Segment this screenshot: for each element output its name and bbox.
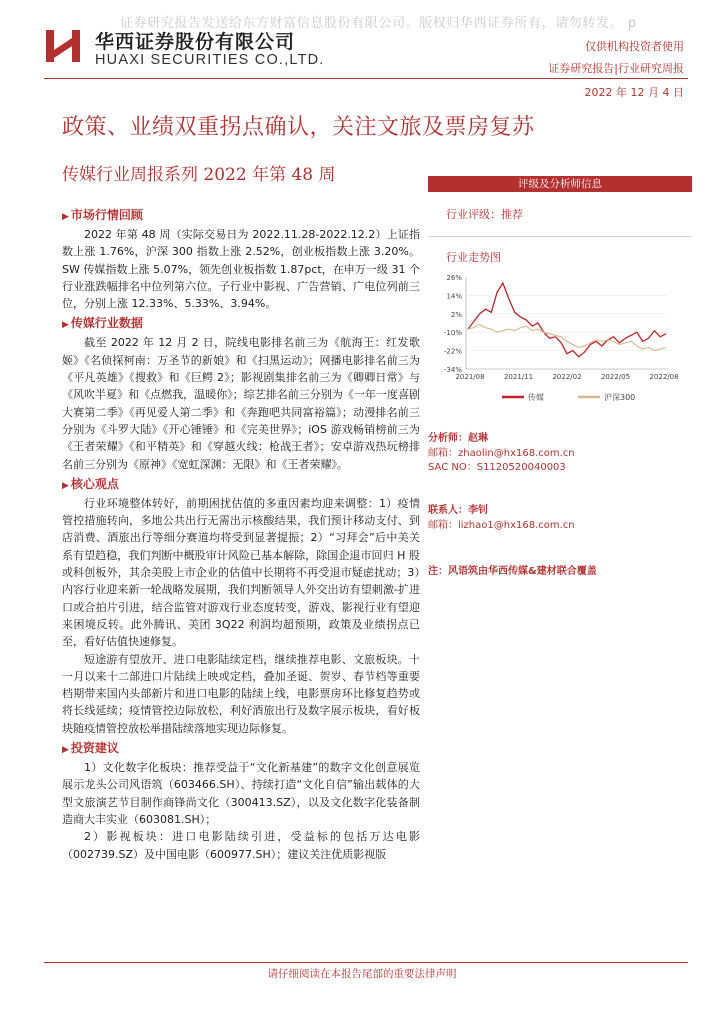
y-tick-label: 26% [446,274,462,282]
paragraph: 2）影视板块：进口电影陆续引进，受益标的包括万达电影（002739.SZ）及中国电影（600977.SH）；建议关注优质影视版 [62,830,420,861]
report-category: 证券研究报告|行业研究周报 [548,62,684,75]
section-heading: 核心观点 [70,476,119,491]
y-tick-label: -10% [443,329,462,338]
huaxi-logo-icon [44,26,84,66]
section-heading: 传媒行业数据 [70,316,143,331]
footer-divider [44,962,688,963]
trend-chart-svg [432,271,688,411]
x-tick-label: 2022/08 [649,373,679,381]
analyst-name: 赵琳 [468,433,488,444]
brand-name-en: HUAXI SECURITIES CO.,LTD. [95,52,325,68]
section-industry-data [62,314,420,472]
main-body [62,204,420,863]
header-divider [44,78,688,79]
paragraph: 行业环境整体转好，前期困扰估值的多重因素均迎来调整：1）疫情管控措施转向，多地公共出行无需出示核酸结果，我们预计移动支付、到店消费、酒旅出行等细分赛道均将受到显著提振；2）“习拜会”后中美关系有望趋稳，我们判断中概股审计风险已基本解除，除国企退市回归 H 股或科创板外，其余美股上市企业的估值中长期将不再受退市疑虑扰动；3）内容行业迎来新一轮战略发展期，我们判断领导人外交出访有望刺激-扩进口或合拍片引进，结合监管对游戏行业态度转变，游戏、影视行业有望迎来困境反转。此外腾讯、美团 3Q22 利润均超预期，政策及业绩拐点已至，看好估值快速修复。 [62,496,420,649]
sac-label: SAC NO： [428,462,477,473]
x-tick-label: 2021/11 [503,373,534,381]
legend-label: 传媒 [528,393,544,402]
panel-divider [428,236,692,237]
paragraph: 1）文化数字化板块：推荐受益于“文化新基建”的数字文化创意展览展示龙头公司风语筑（603466.SH）、持续打造“文化自信”输出载体的大型文旅演艺节目制作商锋尚文化（300413.SZ），以及文化数字化装备制造商大丰实业（603081.SH）； [62,761,420,826]
triangle-bullet-icon: ▶ [62,745,69,756]
contact-role: 联系人： [428,505,468,516]
analyst-email[interactable]: zhaolin@hx168.com.cn [458,447,575,459]
report-subtitle: 传媒行业周报系列 2022 年第 48 周 [62,165,336,185]
contact-email[interactable]: lizhao1@hx168.com.cn [458,519,575,531]
audience-note: 仅供机构投资者使用 [585,40,684,53]
x-tick-label: 2022/05 [600,373,631,381]
report-title: 政策、业绩双重拐点确认，关注文旅及票房复苏 [62,115,535,140]
trend-chart-title: 行业走势图 [446,251,501,264]
y-tick-label: -22% [443,347,462,356]
paragraph: 2022 年第 48 周（实际交易日为 2022.11.28-2022.12.2）上证指数上涨 1.76%，沪深 300 指数上涨 2.52%，创业板指数上涨 3.20%。SW 传媒指数上涨 5.07%，领先创业板指数 1.87pct，在申万一级 31 个行业涨跌幅排名中位列第六位。子行业中影视、广告营销、广电位列前三位，分别上涨 12.33%、5.33%、3.94%。 [62,228,420,311]
watermark: 证券研究报告发送给东方财富信息股份有限公司。版权归华西证券所有，请勿转发。 p [120,16,637,31]
panel-header: 评级及分析师信息 [428,176,692,192]
x-tick-label: 2022/02 [552,373,582,381]
contact-block [428,504,692,533]
rating-panel [428,176,692,415]
triangle-bullet-icon: ▶ [62,212,69,222]
x-tick-label: 2021/08 [455,373,485,381]
y-tick-label: -34% [443,366,462,374]
section-heading: 投资建议 [70,741,119,756]
section-market-review [62,206,420,312]
analyst-block [428,432,692,476]
report-date: 2022 年 12 月 4 日 [584,86,684,99]
brand-name-cn: 华西证券股份有限公司 [95,31,296,53]
legend-label: 沪深300 [604,393,636,402]
triangle-bullet-icon: ▶ [62,480,69,491]
y-tick-label: 14% [446,292,462,301]
industry-rating: 行业评级：推荐 [446,208,523,221]
triangle-bullet-icon: ▶ [62,320,69,331]
series-line-hs300 [468,325,666,351]
sac-number: S1120520040003 [476,462,566,473]
section-investment-advice [62,739,420,863]
section-heading: 市场行情回顾 [70,208,143,222]
analyst-role: 分析师： [428,433,468,444]
trend-chart [432,271,692,415]
paragraph: 截至 2022 年 12 月 2 日，院线电影排名前三为《航海王：红发歌姬》《名侦探柯南：万圣节的新娘》和《扫黑运动》；网播电影排名前三为《平凡英雄》《搜救》和《巨鳄 2》；影视剧集排名前三为《卿卿日常》与《风吹半夏》和《点燃我，温暖你》；综艺排名前三分别为《一年一度喜剧大赛第二季》《再见爱人第二季》和《奔跑吧共同富裕篇》；动漫排名前三分别为《斗罗大陆》《开心锤锤》和《完美世界》；iOS 游戏畅销榜前三为《王者荣耀》《和平精英》和《穿越火线：枪战王者》；安卓游戏热玩榜排名前三分别为《原神》《宽虹深渊：无限》和《王者荣耀》。 [62,336,420,471]
section-core-view [62,475,420,737]
legal-footer[interactable]: 请仔细阅读在本报告尾部的重要法律声明 [267,968,457,980]
analyst-email-label: 邮箱： [428,447,458,459]
y-tick-label: 2% [450,310,462,319]
paragraph: 短途游有望放开、进口电影陆续定档，继续推荐电影、文旅板块。十一月以来十二部进口片陆续上映或定档，叠加圣诞、贺岁、春节档等重要档期带来国内头部新片和进口电影的陆续上线，电影票房环比修复趋势或将长线延续；疫情管控边际放松，利好酒旅出行及数字展示板块，看好板块随疫情管控放松举措陆续落地实现边际修复。 [62,652,420,735]
contact-name: 李钊 [468,505,488,516]
contact-email-label: 邮箱： [428,519,458,531]
coverage-note: 注：风语筑由华西传媒&建材联合覆盖 [428,566,597,577]
